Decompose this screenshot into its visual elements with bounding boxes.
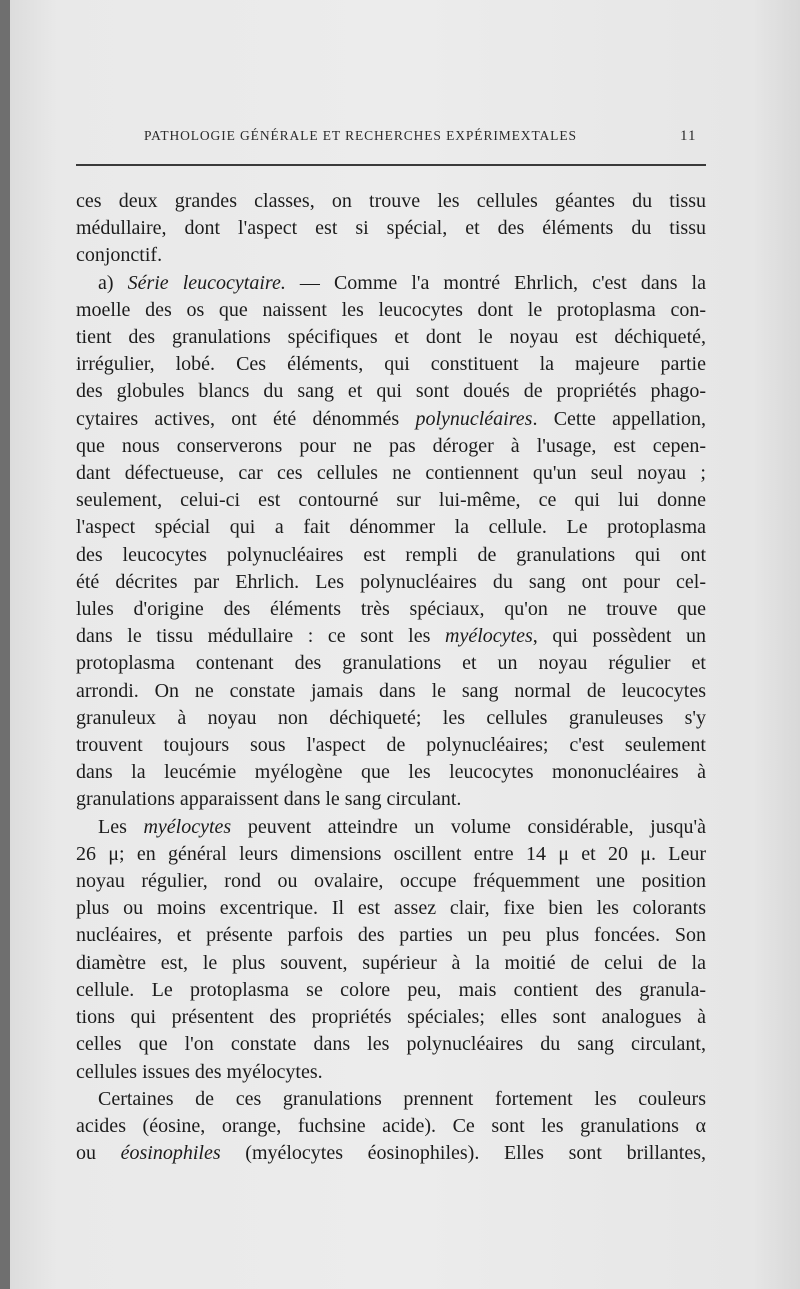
text-line [76,351,706,378]
text-run: cellule. Le protoplasma se colore peu, mais contient des granula- [76,978,706,1001]
text-run: plus ou moins excentrique. Il est assez clair, fixe bien les colorants [76,897,706,920]
text-run: granuleux à noyau non déchiqueté; les cellules granuleuses s'y [76,706,706,729]
text-run: a) [98,271,128,294]
text-line [76,406,706,433]
text-run: (myélocytes éosinophiles). Elles sont brillantes, [220,1142,706,1165]
text-run: noyau régulier, rond ou ovalaire, occupe fréquemment une position [76,870,706,893]
text-run: des leucocytes polynucléaires est rempli de granulations qui ont [76,543,706,566]
text-run: conjonctif. [76,244,163,267]
text-line [76,1086,706,1113]
text-line [76,950,706,977]
text-line [76,270,706,297]
text-run: médullaire, dont l'aspect est si spécial, et des éléments du tissu [76,217,706,240]
text-run: . Cette appellation, [532,407,706,430]
italic-term: myélocytes [445,625,533,648]
text-run: acides (éosine, orange, fuchsine acide). Ce sont les granulations α [76,1114,706,1137]
text-line [76,841,706,868]
text-run: tient des granulations spécifiques et dont le noyau est déchiqueté, [76,326,706,349]
text-run: cellules issues des myélocytes. [76,1060,323,1083]
text-run: trouvent toujours sous l'aspect de polynucléaires; c'est seulement [76,734,706,757]
text-run: Certaines de ces granulations prennent fortement les couleurs [98,1087,706,1110]
text-run: dans le tissu médullaire : ce sont les [76,625,445,648]
text-line [76,297,706,324]
text-line [76,623,706,650]
text-run: granulations apparaissent dans le sang circulant. [76,788,462,811]
text-run: des globules blancs du sang et qui sont doués de propriétés phago- [76,380,706,403]
text-run: protoplasma contenant des granulations et un noyau régulier et [76,652,706,675]
text-line [76,678,706,705]
page-number: 11 [680,128,697,144]
text-run: ou [76,1142,121,1165]
text-line [76,1140,706,1167]
text-run: cytaires actives, ont été dénommés [76,407,416,430]
text-run: dans la leucémie myélogène que les leucocytes mononucléaires à [76,761,706,784]
text-run: arrondi. On ne constate jamais dans le sang normal de leucocytes [76,679,706,702]
text-line [76,922,706,949]
italic-term: éosinophiles [120,1142,221,1165]
text-line [76,650,706,677]
book-page [10,0,800,1289]
text-run: moelle des os que naissent les leucocytes dont le protoplasma con- [76,298,706,321]
text-line [76,1031,706,1058]
body-text [76,188,706,1167]
text-line [76,242,706,269]
text-line [76,1059,706,1086]
text-run: Les [98,815,144,838]
text-line [76,1113,706,1140]
text-run: tions qui présentent des propriétés spéciales; elles sont analogues à [76,1006,706,1029]
text-line [76,895,706,922]
text-line [76,188,706,215]
text-line [76,759,706,786]
text-run: irrégulier, lobé. Ces éléments, qui constituent la majeure partie [76,353,706,376]
text-line [76,569,706,596]
text-run: celles que l'on constate dans les polynucléaires du sang circulant, [76,1033,706,1056]
text-run: ces deux grandes classes, on trouve les cellules géantes du tissu [76,190,706,212]
text-run: l'aspect spécial qui a fait dénommer la cellule. Le protoplasma [76,516,706,539]
text-line [76,542,706,569]
text-run: lules d'origine des éléments très spéciaux, qu'on ne trouve que [76,598,706,621]
text-line [76,487,706,514]
text-line [76,215,706,242]
text-line [76,324,706,351]
text-run: peuvent atteindre un volume considérable, jusqu'à [231,815,706,838]
text-line [76,814,706,841]
text-line [76,460,706,487]
italic-term: polynucléaires [415,407,533,430]
text-run: seulement, celui-ci est contourné sur lui-même, ce qui lui donne [76,489,706,512]
text-line [76,977,706,1004]
text-run: , qui possèdent un [532,625,706,648]
text-line [76,786,706,813]
text-line [76,433,706,460]
running-head-title: PATHOLOGIE GÉNÉRALE ET RECHERCHES EXPÉRIMEXTALES [144,128,577,143]
text-run: — Comme l'a montré Ehrlich, c'est dans la [285,271,706,294]
text-line [76,514,706,541]
text-run: que nous conserverons pour ne pas déroger à l'usage, est cepen- [76,434,706,457]
text-run: diamètre est, le plus souvent, supérieur à la moitié de celui de la [76,951,706,974]
text-run: nucléaires, et présente parfois des parties un peu plus foncées. Son [76,924,706,947]
text-line [76,732,706,759]
text-run: 26 μ; en général leurs dimensions oscillent entre 14 μ et 20 μ. Leur [76,842,706,865]
header-rule [76,164,706,166]
text-line [76,705,706,732]
italic-term: myélocytes [143,815,232,838]
italic-term: Série leucocytaire. [127,271,286,294]
text-run: été décrites par Ehrlich. Les polynucléaires du sang ont pour cel- [76,570,706,593]
text-line [76,868,706,895]
text-line [76,378,706,405]
text-line [76,1004,706,1031]
text-line [76,596,706,623]
text-run: dant défectueuse, car ces cellules ne contiennent qu'un seul noyau ; [76,462,706,485]
